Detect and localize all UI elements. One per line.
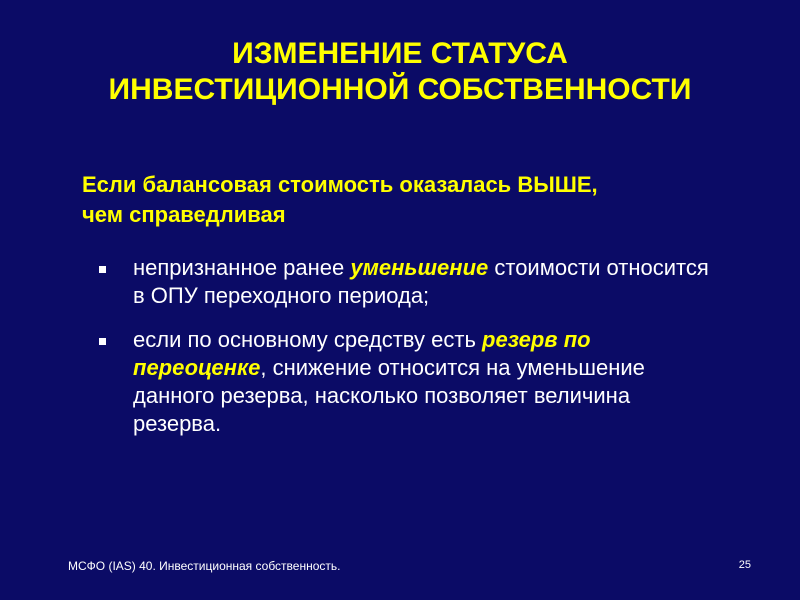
bullet-item-2 [98, 326, 718, 438]
bullet-item-1 [98, 254, 718, 310]
intro-line-1: Если балансовая стоимость оказалась ВЫШЕ, [82, 172, 598, 197]
footer-text: МСФО (IAS) 40. Инвестиционная собственность. [68, 559, 341, 573]
square-bullet-icon [99, 266, 106, 273]
slide-title [0, 36, 800, 108]
title-line-2: ИНВЕСТИЦИОННОЙ СОБСТВЕННОСТИ [108, 73, 692, 106]
intro-text [82, 170, 742, 230]
bullet-list [98, 254, 718, 454]
bullet-2-text-end: , снижение относится на уменьшение данного резерва, насколько позволяет величина резерва. [133, 355, 645, 436]
bullet-1-text-end: стоимости относится в ОПУ переходного периода; [133, 255, 709, 308]
bullet-1-emphasis: уменьшение [350, 255, 489, 280]
title-line-1: ИЗМЕНЕНИЕ СТАТУСА [232, 37, 568, 70]
square-bullet-icon [99, 338, 106, 345]
bullet-2-text-start: если по основному средству есть [133, 327, 483, 352]
page-number: 25 [738, 559, 751, 571]
intro-line-2: чем справедливая [82, 202, 286, 227]
bullet-1-text-start: непризнанное ранее [133, 255, 351, 280]
bullet-2-emphasis: резерв по переоценке [133, 327, 591, 380]
